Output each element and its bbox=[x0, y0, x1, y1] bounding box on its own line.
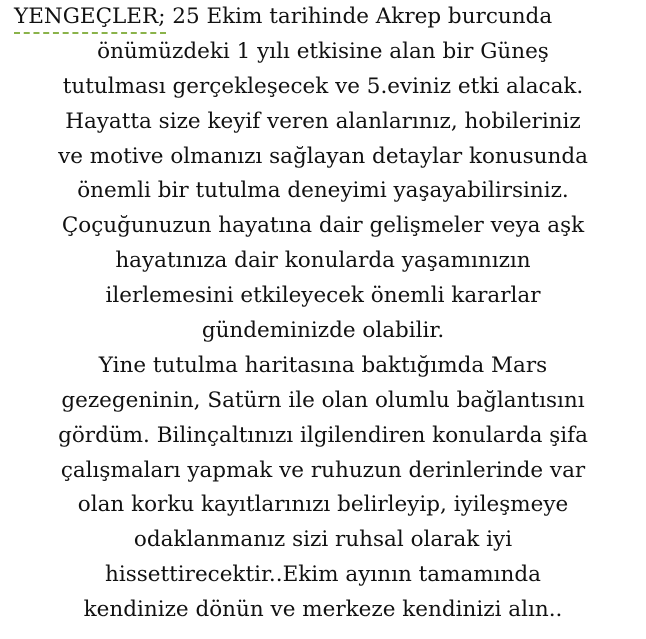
text-line-1 bbox=[4, 0, 642, 35]
text-line-3: tutulması gerçekleşecek ve 5.eviniz etki alacak. bbox=[62, 73, 584, 99]
text-line-17: hissettirecektir..Ekim ayının tamamında bbox=[105, 562, 541, 588]
text-line-11: Yine tutulma haritasına baktığımda Mars bbox=[98, 352, 548, 378]
keyword-dashed-underline bbox=[14, 32, 166, 34]
text-line-15: olan korku kayıtlarınızı belirleyip, iyileşmeye bbox=[77, 492, 569, 518]
text-line-16: odaklanmanız sizi ruhsal olarak iyi bbox=[133, 527, 513, 553]
text-line-14: çalışmaları yapmak ve ruhuzun derinlerinde var bbox=[60, 457, 586, 483]
text-line-8: hayatınıza dair konularda yaşamınızın bbox=[115, 248, 531, 274]
text-line-12: gezegeninin, Satürn ile olan olumlu bağlantısını bbox=[61, 387, 585, 413]
text-line-6: önemli bir tutulma deneyimi yaşayabilirsiniz. bbox=[77, 178, 569, 204]
text-line-18: kendinize dönün ve merkeze kendinizi alın.. bbox=[83, 597, 563, 623]
text-line-4: Hayatta size keyif veren alanlarınız, hobileriniz bbox=[65, 108, 581, 134]
text-line-9: ilerlemesini etkileyecek önemli kararlar bbox=[105, 283, 541, 309]
sign-keyword bbox=[14, 0, 158, 35]
text-line-2: önümüzdeki 1 yılı etkisine alan bir Güneş bbox=[97, 38, 549, 64]
text-line-10: gündeminizde olabilir. bbox=[201, 318, 445, 344]
text-line-5: ve motive olmanızı sağlayan detaylar konusunda bbox=[58, 143, 588, 169]
first-line-rest: ; 25 Ekim tarihinde Akrep burcunda bbox=[158, 4, 553, 29]
text-line-7: Çoçuğunuzun hayatına dair gelişmeler veya aşk bbox=[61, 213, 585, 239]
sign-keyword-text: YENGEÇLER bbox=[14, 4, 159, 29]
text-line-13: gördüm. Bilinçaltınızı ilgilendiren konularda şifa bbox=[58, 422, 588, 448]
